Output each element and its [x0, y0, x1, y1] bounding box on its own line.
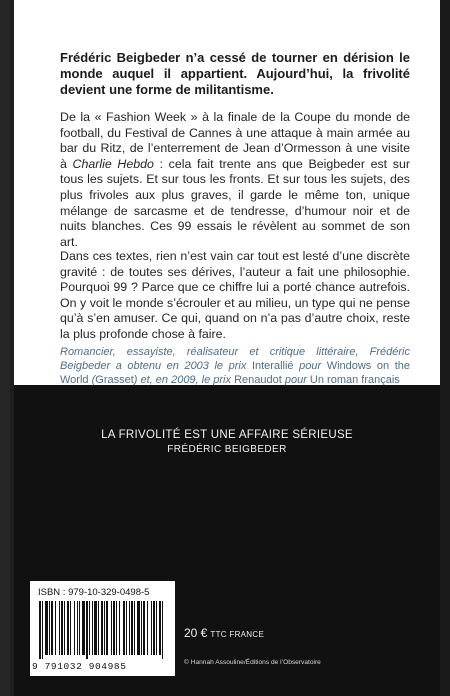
- bio-interallie: Interallié: [251, 360, 294, 372]
- barcode-bar: [86, 601, 88, 659]
- barcode-bar: [61, 601, 63, 655]
- barcode-bar: [67, 601, 69, 655]
- barcode-bar: [39, 601, 41, 659]
- barcode-bar: [74, 601, 75, 655]
- left-page-edge: [0, 0, 10, 696]
- barcode-bar: [106, 601, 108, 655]
- barcode-bar: [156, 601, 157, 655]
- barcode-bar: [151, 601, 152, 655]
- barcode-bar: [42, 601, 43, 659]
- para2-text-b: : cela fait trente ans que Beigbeder est sur tous les sujets. Et sur tous les fronts. Et sur tous les sujets, des plus frivoles aux plus graves, il garde le même ton, unique mélange de sarcasme et de tendresse, d’humour noir et de nuits blanches. Ces 99 essais le révèlent au sommet de son art.: [60, 156, 410, 249]
- barcode-bar: [137, 601, 140, 655]
- intro-paragraph: Frédéric Beigbeder n’a cessé de tourner en dérision le monde auquel il appartient. Aujourd’hui, la frivolité devient une forme de militantisme.: [60, 50, 410, 97]
- bio-grasset: Grasset: [95, 374, 134, 385]
- barcode-bar: [49, 601, 50, 655]
- barcode-bar: [131, 601, 133, 655]
- barcode-bar: [70, 601, 71, 655]
- barcode-bar: [119, 601, 120, 655]
- bio-roman-title: Un roman français: [309, 374, 400, 385]
- barcode-bar: [77, 601, 78, 655]
- barcode-bar: [101, 601, 103, 655]
- price-suffix: TTC FRANCE: [210, 630, 265, 639]
- barcode-bar: [162, 601, 163, 659]
- barcode-bar: [82, 601, 85, 655]
- barcode-bar: [55, 601, 56, 655]
- barcode-bar: [116, 601, 117, 655]
- price-label: [184, 626, 264, 640]
- bio-windows-title: Windows on the World: [60, 360, 410, 385]
- barcode-digits: 9 791032 904985: [32, 661, 127, 672]
- bio-text-d: ) et, en 2009, le prix: [133, 374, 235, 385]
- barcode-bar: [129, 601, 130, 655]
- barcode-bars: [39, 601, 167, 659]
- barcode-panel: [30, 581, 175, 676]
- tagline-title: LA FRIVOLITÉ EST UNE AFFAIRE SÉRIEUSE: [101, 429, 353, 441]
- charlie-hebdo-title: Charlie Hebdo: [72, 156, 154, 171]
- barcode-bar: [45, 601, 48, 655]
- photo-credit: © Hannah Assouline/Éditions de l’Observatoire: [184, 659, 321, 666]
- barcode-bar: [92, 601, 93, 655]
- barcode-bar: [111, 601, 112, 655]
- barcode-bar: [134, 601, 135, 655]
- barcode-bar: [141, 601, 142, 655]
- right-page-edge: [440, 0, 450, 696]
- barcode-bar: [59, 601, 60, 655]
- barcode-bar: [153, 601, 155, 655]
- isbn-label: ISBN : 979-10-329-0498-5: [38, 587, 150, 598]
- barcode-bar: [94, 601, 97, 655]
- body-paragraph-3: Dans ces textes, rien n’est vain car tout est lesté d’une discrète gravité : de toutes ses dérives, l’auteur a fait une philosophie. Pourquoi 99 ? Parce que ce chiffre lui a porté chance autrefois. On y voit le monde s’écrouler et au milieu, un type qui ne pense qu’à s’en amuser. Ce qui, quand on n’a pas d’autre choix, reste la plus profonde chose à faire.: [60, 249, 410, 341]
- author-bio: [60, 345, 410, 385]
- price-amount: 20 €: [184, 626, 208, 640]
- bio-text-b: pour: [293, 360, 327, 372]
- barcode-bar: [123, 601, 125, 655]
- bio-text-c: (: [88, 374, 96, 385]
- barcode-bar: [126, 601, 127, 655]
- tagline-author: FRÉDÉRIC BEIGBEDER: [167, 444, 287, 455]
- barcode-bar: [159, 601, 161, 655]
- barcode-bar: [98, 601, 99, 655]
- barcode-bar: [113, 601, 115, 655]
- barcode-bar: [51, 601, 53, 655]
- barcode-bar: [143, 601, 145, 655]
- barcode-bar: [79, 601, 80, 655]
- body-paragraph-2: [60, 110, 410, 250]
- bio-renaudot: Renaudot: [234, 374, 282, 385]
- barcode-bar: [89, 601, 90, 655]
- para2-text-a: De la « Fashion Week » à la finale de la Coupe du monde de football, du Festival de Cannes à une attaque à main armée au bar du Ritz, de l’enterrement de Jean d’Ormesson à une visite à: [60, 110, 410, 171]
- back-cover-text-panel: [14, 0, 440, 385]
- barcode-bar: [147, 601, 148, 655]
- bio-text-a: Romancier, essayiste, réalisateur et critique littéraire, Frédéric Beigbeder a obtenu en 2003 le prix: [60, 346, 410, 372]
- bio-text-e: pour: [281, 374, 310, 385]
- barcode-bar: [104, 601, 105, 655]
- barcode-bar: [64, 601, 65, 655]
